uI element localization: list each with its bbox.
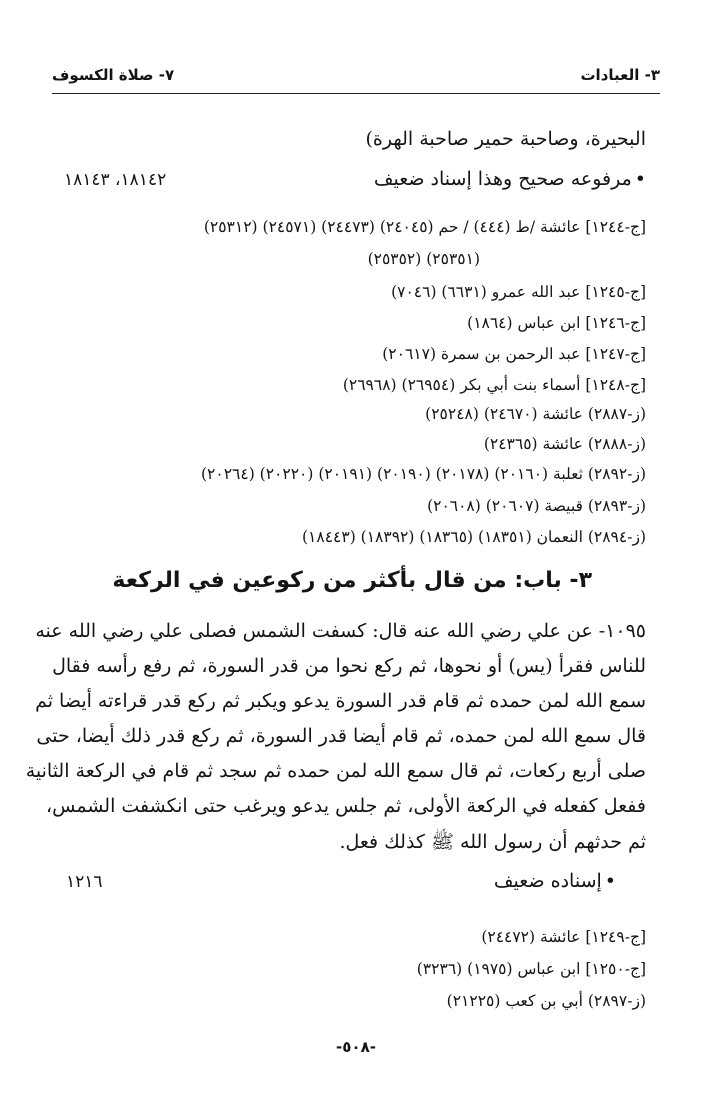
reference-line: [ج-١٢٤٧] عبد الرحمن بن سمرة (٢٠٦١٧) [382,345,646,363]
grade-number: ١٢١٦ [66,872,103,892]
reference-line: (ز-٢٨٩٢) ثعلبة (٢٠١٦٠) (٢٠١٧٨) (٢٠١٩٠) (٢٠١٩١) (٢٠٢٢٠) (٢٠٢٦٤) [200,465,646,483]
intro-line: البحيرة، وصاحبة حمير صاحبة الهرة) [365,128,646,150]
header-section-title: ٧- صلاة الكسوف [52,66,175,84]
hadith-text-line: قال سمع الله لمن حمده، ثم قام أيضا قدر السورة، ثم ركع قدر ذلك أيضا، حتى [36,725,646,747]
reference-line: (ز-٢٨٩٧) أبي بن كعب (٢١٢٢٥) [446,992,646,1010]
running-header [52,62,660,88]
hadith-text-line: ثم حدثهم أن رسول الله ﷺ كذلك فعل. [339,831,646,853]
reference-line: (ز-٢٨٨٧) عائشة (٢٤٦٧٠) (٢٥٢٤٨) [425,405,646,423]
reference-line: (٢٥٣٥١) (٢٥٣٥٢) [367,250,480,268]
reference-line: [ج-١٢٤٦] ابن عباس (١٨٦٤) [467,314,646,332]
header-chapter-title: ٣- العبادات [580,66,660,84]
hadith-text-line: صلى أربع ركعات، ثم قال سمع الله لمن حمده ثم سجد ثم قام في الركعة الثانية [25,760,646,782]
grade-note: • مرفوعه صحيح وهذا إسناد ضعيف [374,168,646,190]
grade-note: • إسناده ضعيف [494,870,616,892]
hadith-text-line: سمع الله لمن حمده ثم قام قدر السورة يدعو ويكبر ثم ركع قدر قراءته أيضا ثم [35,690,646,712]
header-divider [52,93,660,94]
reference-line: (ز-٢٨٩٣) قبيصة (٢٠٦٠٧) (٢٠٦٠٨) [427,497,646,515]
reference-line: (ز-٢٨٩٤) النعمان (١٨٣٥١) (١٨٣٦٥) (١٨٣٩٢) (١٨٤٤٣) [301,528,646,546]
reference-line: [ج-١٢٥٠] ابن عباس (١٩٧٥) (٣٢٣٦) [416,960,646,978]
reference-line: [ج-١٢٤٩] عائشة (٢٤٤٧٢) [481,928,646,946]
hadith-text-line: للناس فقرأ (يس) أو نحوها، ثم ركع نحوا من قدر السورة، ثم رفع رأسه فقال [52,655,646,677]
reference-line: [ج-١٢٤٨] أسماء بنت أبي بكر (٢٦٩٥٤) (٢٦٩٦٨) [342,376,646,394]
reference-line: [ج-١٢٤٤] عائشة /ط (٤٤٤) / حم (٢٤٠٤٥) (٢٤٤٧٣) (٢٤٥٧١) (٢٥٣١٢) [203,218,646,236]
section-heading: ٣- باب: من قال بأكثر من ركوعين في الركعة [112,568,592,593]
reference-line: [ج-١٢٤٥] عبد الله عمرو (٦٦٣١) (٧٠٤٦) [391,283,646,301]
grade-numbers: ١٨١٤٢، ١٨١٤٣ [64,170,167,190]
hadith-text-line: ١٠٩٥- عن علي رضي الله عنه قال: كسفت الشمس فصلى علي رضي الله عنه [35,620,646,642]
hadith-text-line: ففعل كفعله في الركعة الأولى، ثم جلس يدعو ويرغب حتى انكشفت الشمس، [46,795,646,817]
reference-line: (ز-٢٨٨٨) عائشة (٢٤٣٦٥) [483,435,646,453]
page-number: -٥٠٨- [336,1038,376,1056]
